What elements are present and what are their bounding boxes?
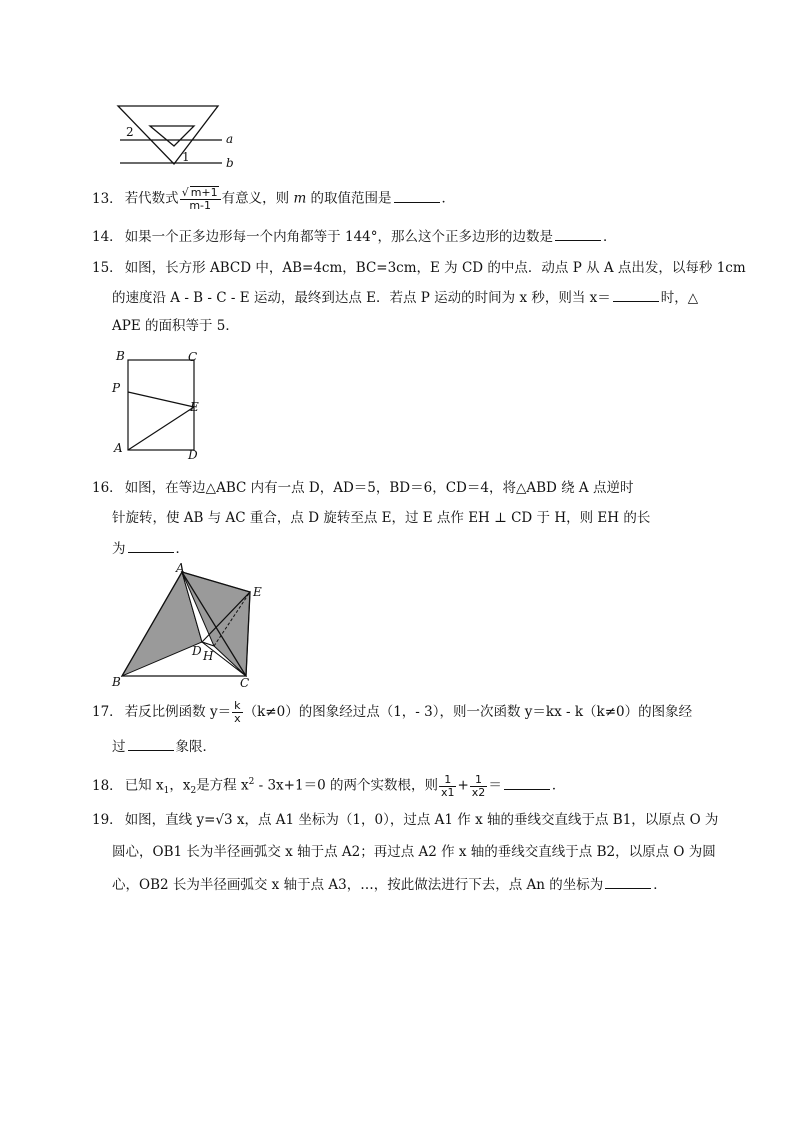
rotation-figure bbox=[110, 562, 270, 692]
rectangle-figure bbox=[108, 346, 218, 462]
fraction-2: $\frac{1}{x2}$ bbox=[471, 772, 486, 799]
point-P-label: P bbox=[112, 381, 121, 395]
point-C-label: C bbox=[188, 350, 198, 364]
question-16-line3: 为 ． bbox=[112, 538, 189, 559]
angle-2-label: 2 bbox=[126, 125, 134, 139]
question-17: 17． 若反比例函数 y＝ $\frac{k}{x}$ （k≠0）的图象经过点（1，- 3），则一次函数 y＝kx - k（k≠0）的图象经 bbox=[92, 699, 693, 725]
question-14: 14． 如果一个正多边形每一个内角都等于 144°，那么这个正多边形的边数是 ． bbox=[92, 226, 617, 247]
parallel-lines-figure bbox=[112, 100, 252, 172]
segment-AE bbox=[128, 407, 194, 450]
answer-blank bbox=[128, 736, 174, 751]
question-17-line2: 过 象限． bbox=[112, 736, 216, 757]
answer-blank bbox=[555, 226, 601, 241]
line-a-label: a bbox=[226, 132, 234, 146]
point-D-label: D bbox=[192, 644, 202, 658]
line-b-label: b bbox=[226, 156, 234, 170]
question-18: 18． 已知 $x_1$，$x_2$是方程 $x^2 - 3x+1=0$ 的两个实数根，则 $\frac{1}{x1}$ + $\frac{1}{x2}$ ＝ ． bbox=[92, 772, 566, 799]
fraction-1: $\frac{1}{x1}$ bbox=[440, 772, 455, 799]
question-13: 13． 若代数式 $\frac{√ m+1}{m-1}$ 有意义，则 m 的取值范围是 ． bbox=[92, 186, 456, 212]
answer-blank bbox=[605, 874, 651, 889]
point-D-label: D bbox=[188, 448, 198, 462]
point-B-label: B bbox=[112, 675, 121, 689]
question-15-line3: APE 的面积等于 5． bbox=[112, 318, 239, 334]
angle-1-label: 1 bbox=[182, 150, 190, 164]
segment-PE bbox=[128, 392, 194, 407]
answer-blank bbox=[394, 188, 440, 203]
point-E-label: E bbox=[190, 400, 199, 414]
question-16-line2: 针旋转，使 AB 与 AC 重合，点 D 旋转至点 E，过 E 点作 EH ⊥ CD 于 H，则 EH 的长 bbox=[112, 510, 651, 526]
question-15-line2: 的速度沿 A - B - C - E 运动，最终到达点 E．若点 P 运动的时间为 x 秒，则当 x＝ 时，△ bbox=[112, 287, 698, 308]
fraction: $\frac{√ m+1}{m-1}$ bbox=[180, 186, 221, 212]
point-H-label: H bbox=[203, 649, 214, 663]
answer-blank bbox=[613, 287, 659, 302]
question-19: 19． 如图，直线 y=√3 x，点 A1 坐标为（1，0），过点 A1 作 x 轴的垂线交直线于点 B1，以原点 O 为 bbox=[92, 812, 719, 828]
question-15: 15． 如图，长方形 ABCD 中，AB=4cm，BC=3cm，E 为 CD 的中点．动点 P 从 A 点出发，以每秒 1cm bbox=[92, 260, 746, 276]
question-19-line2: 圆心，OB1 长为半径画弧交 x 轴于点 A2；再过点 A2 作 x 轴的垂线交直线于点 B2，以原点 O 为圆 bbox=[112, 844, 716, 860]
question-16: 16． 如图，在等边△ABC 内有一点 D，AD＝5，BD＝6，CD＝4，将△ABD 绕 A 点逆时 bbox=[92, 480, 634, 496]
point-E-label: E bbox=[253, 585, 262, 599]
inner-triangle bbox=[150, 126, 194, 146]
answer-blank bbox=[504, 775, 550, 790]
fraction: $\frac{k}{x}$ bbox=[234, 699, 241, 725]
point-C-label: C bbox=[240, 676, 250, 690]
point-A-label: A bbox=[114, 441, 123, 455]
point-A-label: A bbox=[176, 562, 185, 575]
question-19-line3: 心，OB2 长为半径画弧交 x 轴于点 A3，…，按此做法进行下去，点 An 的坐标为 ． bbox=[112, 874, 667, 895]
answer-blank bbox=[128, 538, 174, 553]
point-B-label: B bbox=[116, 349, 125, 363]
